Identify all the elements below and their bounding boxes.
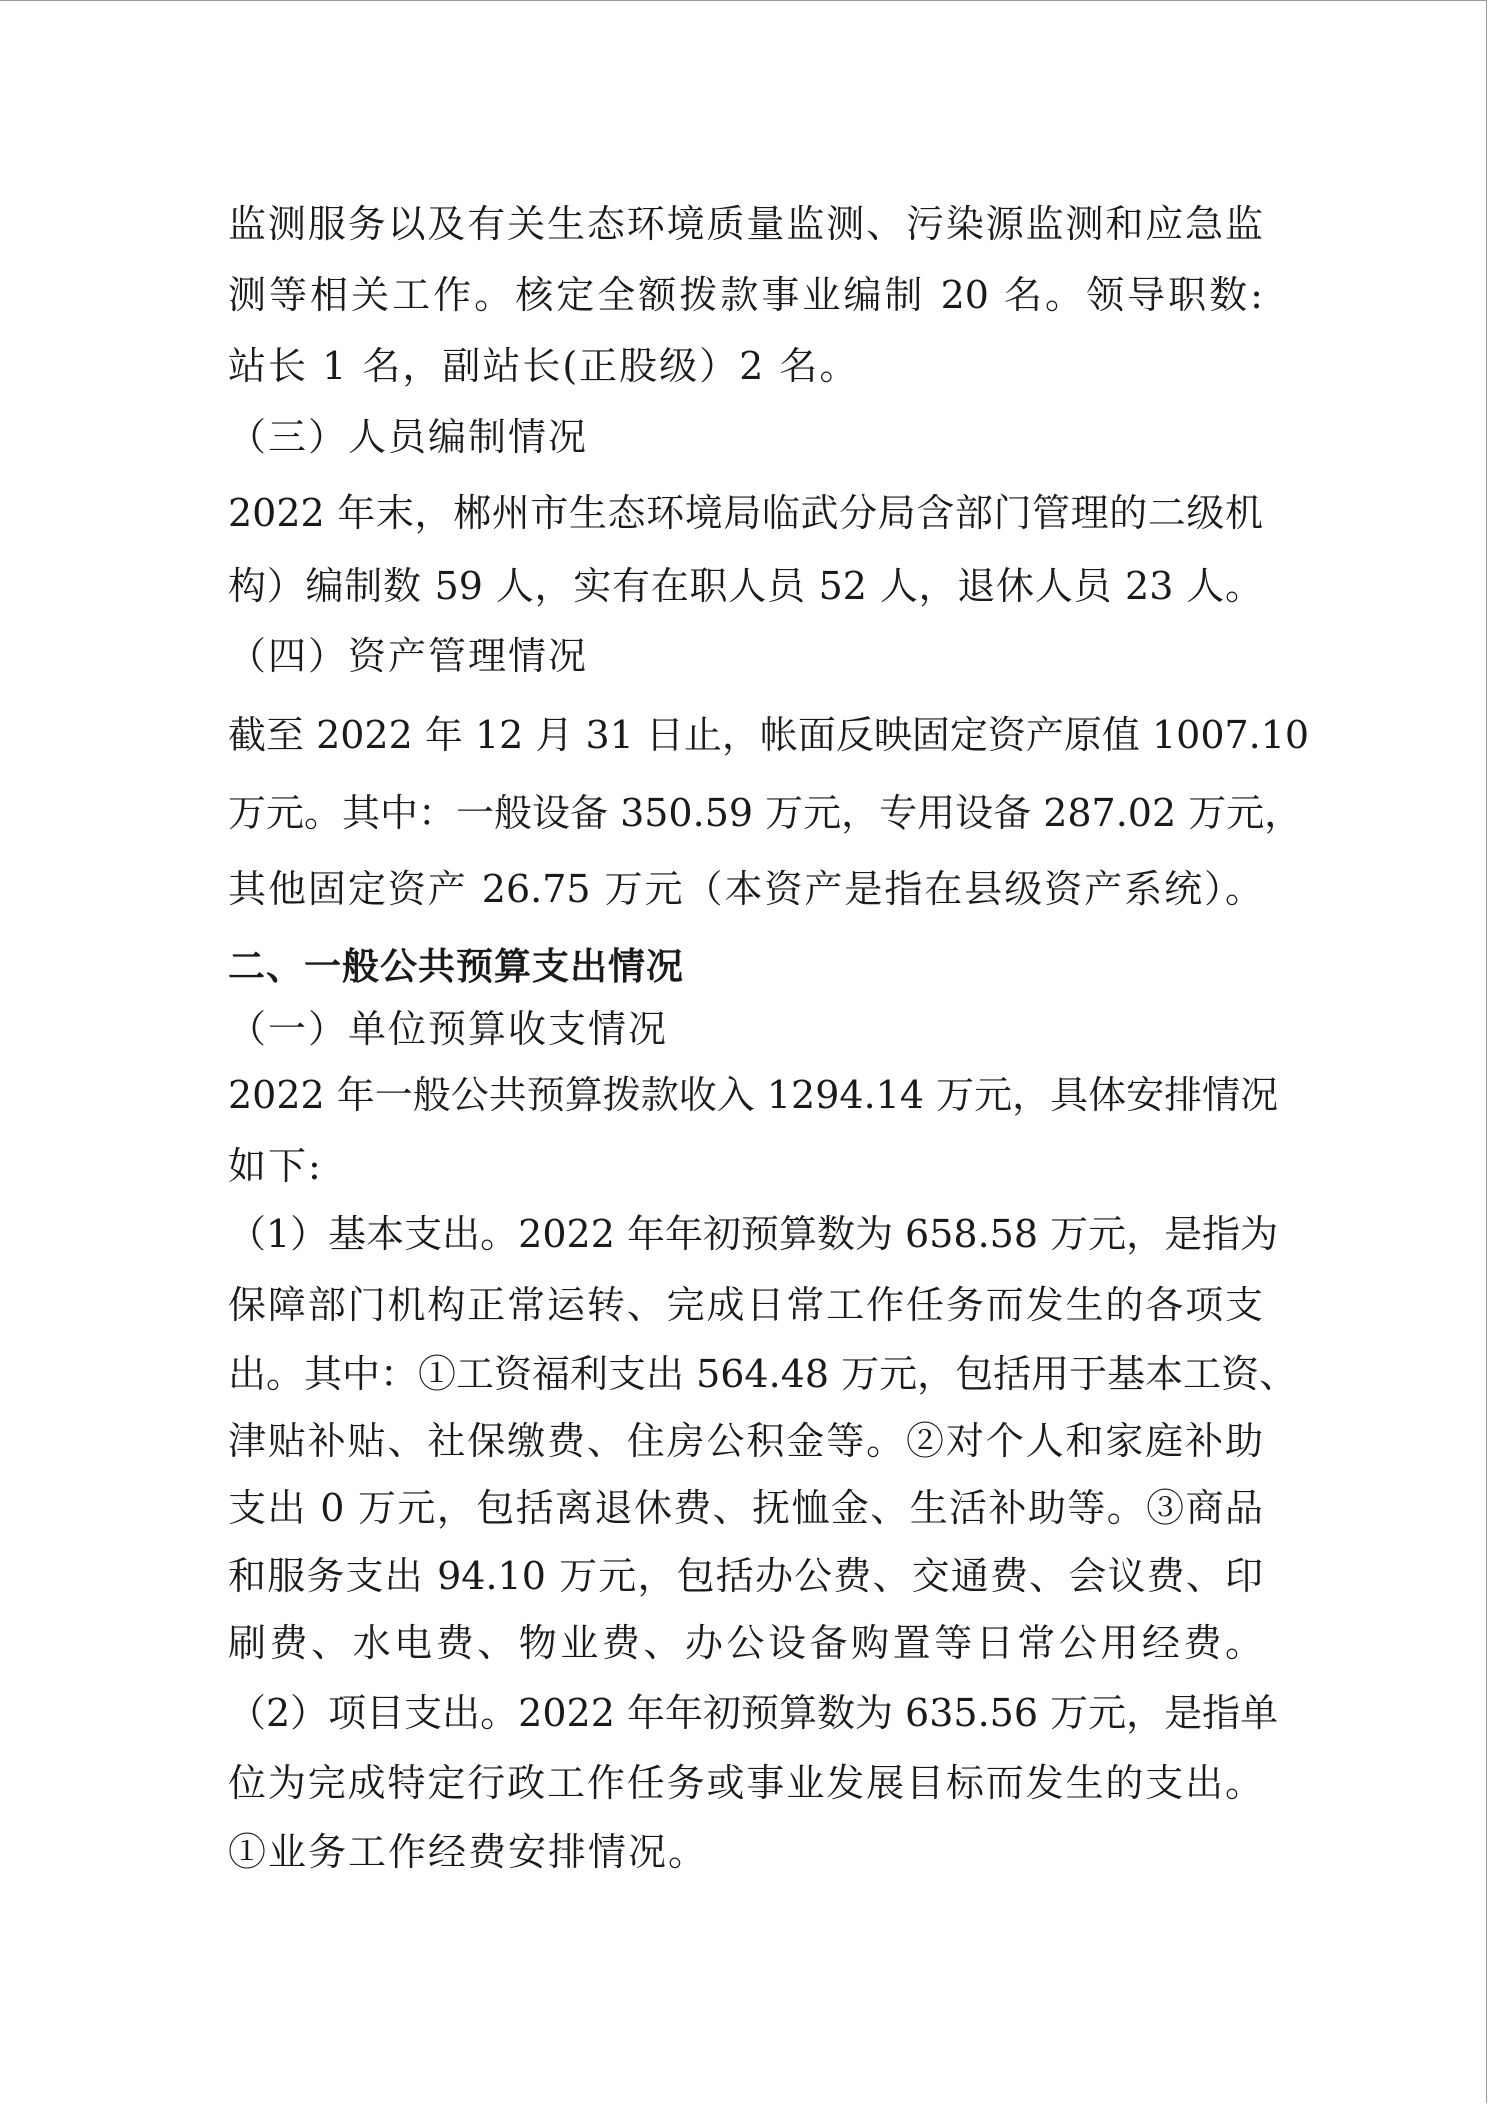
paragraph-line: 截至 2022 年 12 月 31 日止，帐面反映固定资产原值 1007.10 [228, 713, 1310, 757]
paragraph-line: 万元。其中：一般设备 350.59 万元，专用设备 287.02 万元， [228, 791, 1303, 835]
paragraph-line: 出。其中：①工资福利支出 564.48 万元，包括用于基本工资、 [228, 1352, 1298, 1396]
paragraph-line: 2022 年末，郴州市生态环境局临武分局含部门管理的二级机 [228, 491, 1263, 535]
paragraph-line: 2022 年一般公共预算拨款收入 1294.14 万元，具体安排情况 [228, 1073, 1279, 1117]
paragraph-line: 构）编制数 59 人，实有在职人员 52 人，退休人员 23 人。 [228, 564, 1263, 608]
paragraph-line: ①业务工作经费安排情况。 [228, 1830, 709, 1874]
paragraph-line: （2）项目支出。2022 年年初预算数为 635.56 万元，是指单 [228, 1691, 1279, 1735]
paragraph-line: 监测服务以及有关生态环境质量监测、污染源监测和应急监 [228, 202, 1263, 246]
paragraph-line: 津贴补贴、社保缴费、住房公积金等。②对个人和家庭补助 [228, 1419, 1263, 1463]
paragraph-line: 位为完成特定行政工作任务或事业发展目标而发生的支出。 [228, 1761, 1263, 1805]
paragraph-line: 如下: [228, 1144, 323, 1188]
paragraph-line: 其他固定资产 26.75 万元（本资产是指在县级资产系统）。 [228, 867, 1263, 911]
paragraph-line: 站长 1 名，副站长(正股级）2 名。 [228, 344, 860, 388]
paragraph-line: 测等相关工作。核定全额拨款事业编制 20 名。领导职数: [228, 273, 1263, 317]
paragraph-line: （1）基本支出。2022 年年初预算数为 658.58 万元，是指为 [228, 1212, 1279, 1256]
subsection-heading: （一）单位预算收支情况 [228, 1007, 669, 1051]
paragraph-line: 保障部门机构正常运转、完成日常工作任务而发生的各项支 [228, 1283, 1263, 1327]
section-heading: 二、一般公共预算支出情况 [228, 945, 684, 988]
subsection-heading: （三）人员编制情况 [228, 415, 589, 459]
paragraph-line: 支出 0 万元，包括离退休费、抚恤金、生活补助等。③商品 [228, 1486, 1263, 1530]
paragraph-line: 刷费、水电费、物业费、办公设备购置等日常公用经费。 [228, 1621, 1263, 1665]
paragraph-line: 和服务支出 94.10 万元，包括办公费、交通费、会议费、印 [228, 1554, 1263, 1598]
subsection-heading: （四）资产管理情况 [228, 634, 589, 678]
